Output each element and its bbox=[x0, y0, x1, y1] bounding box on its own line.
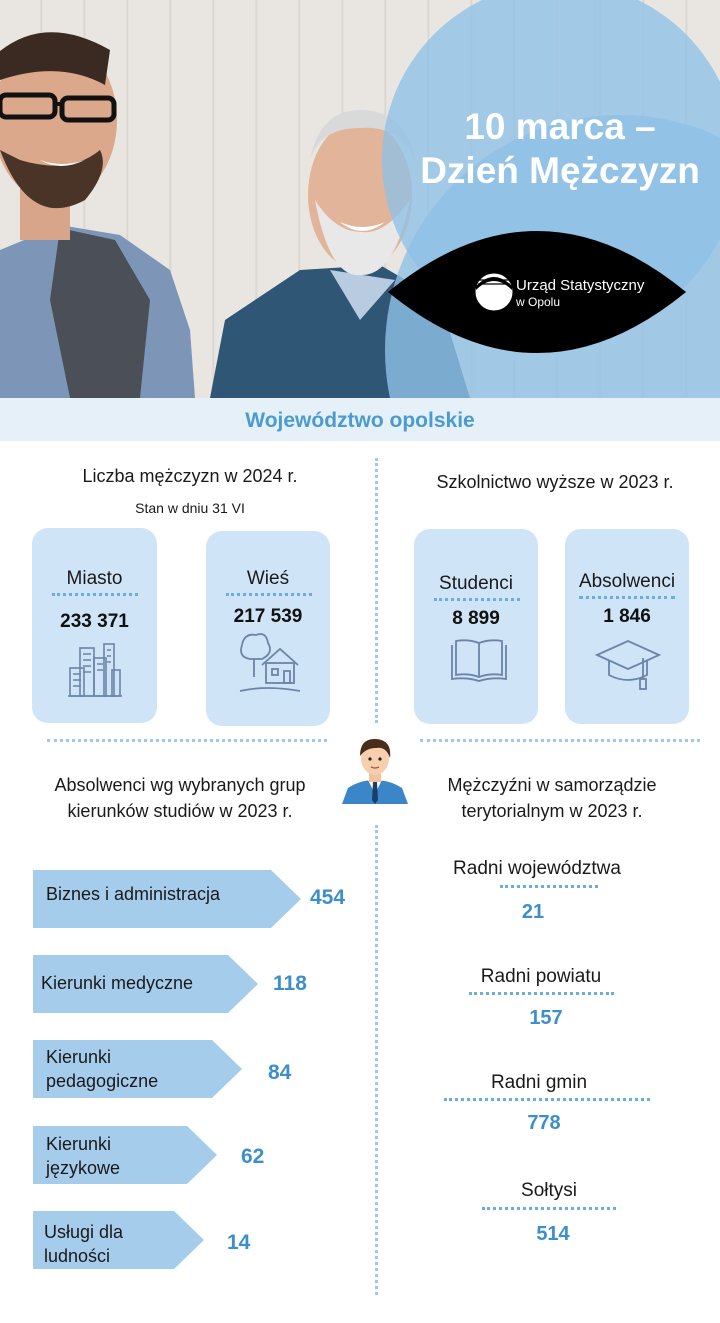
hero-photo-illustration bbox=[0, 0, 720, 398]
hero-title-line2: Dzień Mężczyzn bbox=[420, 150, 700, 191]
card-value: 233 371 bbox=[60, 611, 129, 632]
card-underline bbox=[226, 593, 312, 596]
graduates-label bbox=[46, 1132, 120, 1180]
gov-underline bbox=[469, 992, 614, 995]
graduates-label bbox=[46, 882, 220, 906]
logo-text-line1: Urząd Statystyczny bbox=[516, 277, 645, 294]
graduates-label-line2: językowe bbox=[46, 1158, 121, 1178]
graduates-value: 454 bbox=[310, 886, 346, 909]
graduates-label-line1: Usługi dla bbox=[44, 1222, 124, 1242]
card-underline bbox=[579, 596, 675, 599]
card-label: Absolwenci bbox=[578, 571, 676, 592]
graduation-cap-icon bbox=[595, 637, 661, 695]
population-card-village bbox=[206, 531, 330, 726]
gov-underline bbox=[444, 1098, 650, 1101]
graduates-label-line2: ludności bbox=[44, 1246, 111, 1266]
gov-value: 778 bbox=[527, 1112, 561, 1134]
graduates-label bbox=[41, 971, 193, 995]
graduates-label bbox=[44, 1220, 123, 1268]
card-underline bbox=[52, 593, 138, 596]
logo-text-line2: w Opolu bbox=[516, 295, 561, 309]
logo-mark-icon bbox=[476, 274, 512, 310]
graduates-value: 84 bbox=[268, 1061, 292, 1084]
graduates-value: 14 bbox=[227, 1231, 251, 1254]
graduates-label-line2: pedagogiczne bbox=[46, 1071, 159, 1091]
gov-underline bbox=[482, 1207, 616, 1210]
gov-underline bbox=[500, 885, 598, 888]
city-buildings-icon bbox=[66, 640, 124, 698]
vertical-divider-bottom bbox=[375, 825, 378, 1295]
higher-education-title: Szkolnictwo wyższe w 2023 r. bbox=[436, 472, 674, 492]
graduates-label-line1: Kierunki medyczne bbox=[41, 973, 194, 993]
horizontal-divider-left bbox=[47, 739, 327, 742]
gov-label: Radni powiatu bbox=[480, 966, 602, 987]
card-label: Studenci bbox=[439, 573, 513, 594]
open-book-icon bbox=[450, 637, 508, 683]
gov-value: 157 bbox=[529, 1007, 563, 1029]
card-label: Wieś bbox=[246, 568, 290, 589]
graduates-value: 62 bbox=[241, 1145, 265, 1168]
education-card-students bbox=[414, 529, 538, 724]
gov-label: Radni gmin bbox=[490, 1072, 588, 1093]
population-subtitle: Stan w dniu 31 VI bbox=[135, 500, 245, 516]
graduates-title-line1: Absolwenci wg wybranych grup bbox=[54, 775, 306, 795]
graduates-value: 118 bbox=[273, 972, 307, 995]
hero-banner bbox=[0, 0, 720, 398]
population-card-city bbox=[32, 528, 157, 723]
gov-value: 21 bbox=[521, 901, 545, 923]
local-government-title-line1: Mężczyźni w samorządzie bbox=[447, 775, 657, 795]
population-title: Liczba mężczyzn w 2024 r. bbox=[82, 466, 298, 486]
region-band: Województwo opolskie bbox=[0, 398, 720, 441]
local-government-title-line2: terytorialnym w 2023 r. bbox=[461, 801, 643, 821]
horizontal-divider-right bbox=[420, 739, 700, 742]
village-house-icon bbox=[236, 629, 304, 697]
card-value: 217 539 bbox=[233, 606, 303, 627]
graduates-label bbox=[46, 1045, 158, 1093]
graduates-title-line2: kierunków studiów w 2023 r. bbox=[67, 801, 293, 821]
graduates-label-line1: Kierunki bbox=[46, 1047, 112, 1067]
gov-label: Sołtysi bbox=[521, 1180, 577, 1201]
vertical-divider-top bbox=[375, 458, 378, 723]
logo-text bbox=[516, 277, 644, 311]
hero-title-line1: 10 marca – bbox=[464, 106, 656, 147]
young-man-figure bbox=[0, 32, 195, 398]
education-card-graduates bbox=[565, 529, 689, 724]
graduates-label-line1: Biznes i administracja bbox=[46, 884, 221, 904]
card-underline bbox=[434, 598, 520, 601]
gov-value: 514 bbox=[536, 1223, 570, 1245]
gov-label: Radni województwa bbox=[453, 858, 621, 879]
card-value: 8 899 bbox=[452, 608, 500, 629]
card-value: 1 846 bbox=[603, 606, 651, 627]
card-label: Miasto bbox=[66, 568, 123, 589]
graduates-label-line1: Kierunki bbox=[46, 1134, 112, 1154]
